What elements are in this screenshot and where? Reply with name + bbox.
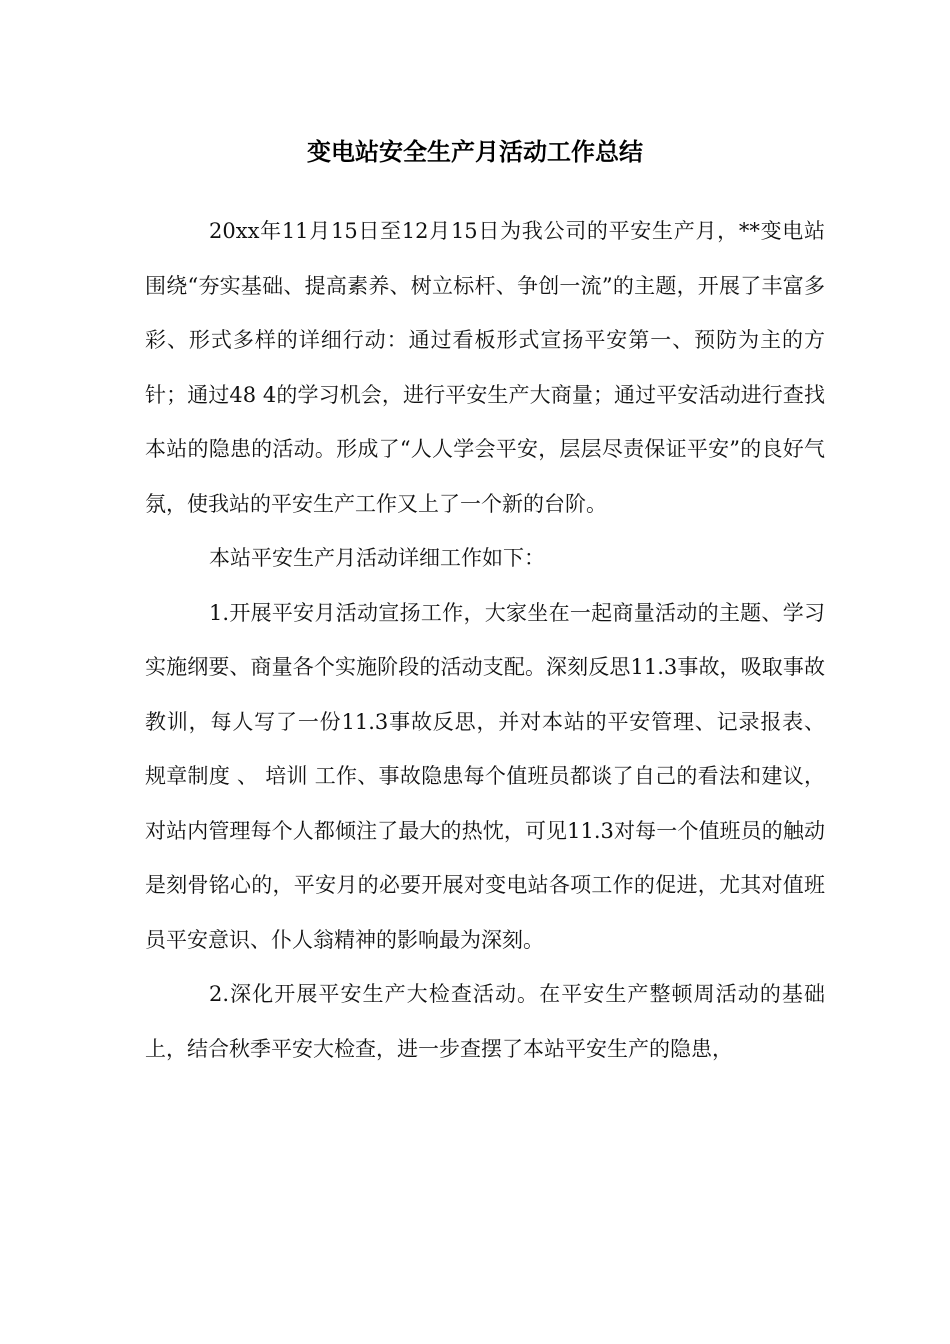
- paragraph-details-heading: 本站平安生产月活动详细工作如下：: [209, 546, 545, 570]
- paragraph-intro: 20xx年11月15日至12月15日为我公司的平安生产月，**变电站围绕“夯实基础、提高素养、树立标杆、争创一流”的主题，开展了丰富多彩、形式多样的详细行动：通过看板形式宣扬平安第一、预防为主的方针；通过48 4的学习机会，进行平安生产大商量；通过平安活动进行查找本站的隐患的活动。形成了“人人学会平安，层层尽责保证平安”的良好气氛，使我站的平安生产工作又上了一个新的台阶。: [145, 219, 825, 516]
- document-title: 变电站安全生产月活动工作总结: [307, 138, 643, 166]
- paragraph-item-1: 1.开展平安月活动宣扬工作，大家坐在一起商量活动的主题、学习实施纲要、商量各个实施阶段的活动支配。深刻反思11.3事故，吸取事故教训，每人写了一份11.3事故反思，并对本站的平安管理、记录报表、 规章制度 、 培训 工作、事故隐患每个值班员都谈了自己的看法和建议，对站内管理每个人都倾注了最大的热忱，可见11.3对每一个值班员的触动是刻骨铭心的，平安月的必要开展对变电站各项工作的促进，尤其对值班员平安意识、仆人翁精神的影响最为深刻。: [145, 600, 825, 952]
- document-body: [145, 204, 825, 1076]
- paragraph-item-2: 2.深化开展平安生产大检查活动。在平安生产整顿周活动的基础上，结合秋季平安大检查，进一步查摆了本站平安生产的隐患，: [145, 982, 825, 1061]
